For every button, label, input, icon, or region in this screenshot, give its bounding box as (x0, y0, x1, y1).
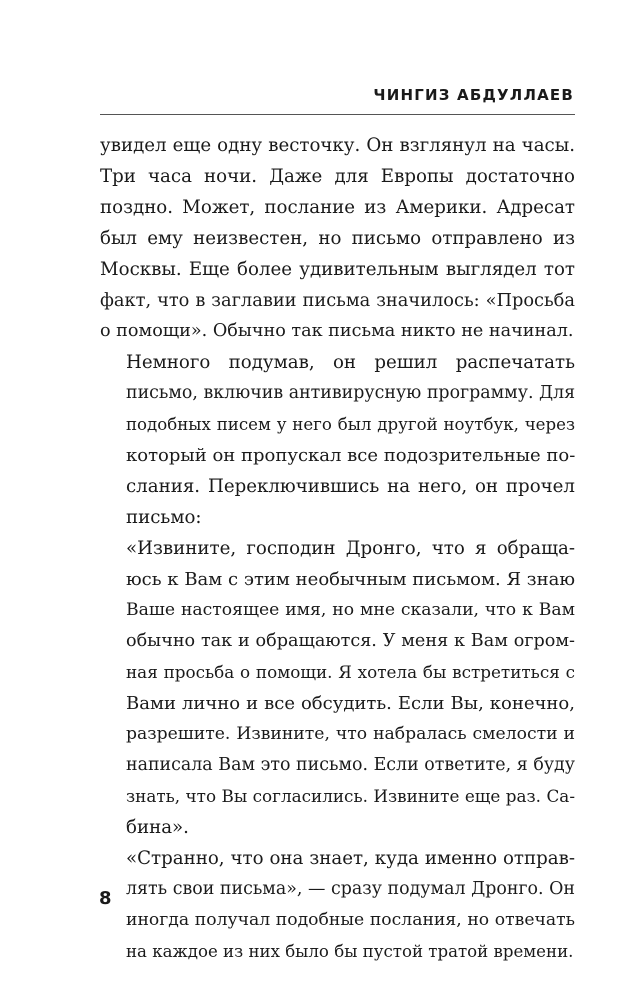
page-number: 8 (99, 888, 112, 909)
text-line: Вами лично и все обсудить. Если Вы, конечно, (126, 693, 575, 714)
text-line: обычно так и обращаются. У меня к Вам огром- (126, 631, 575, 651)
text-line: ная просьба о помощи. Я хотела бы встретиться с (126, 662, 575, 682)
text-line: подобных писем у него был другой ноутбук, через (126, 415, 575, 434)
text-line: знать, что Вы согласились. Извините еще раз. Са- (126, 786, 575, 806)
header-rule (100, 114, 575, 115)
text-line: Немного подумав, он решил распечатать (126, 352, 575, 373)
paragraph (100, 130, 575, 347)
text-line: был ему неизвестен, но письмо отправлено из (100, 228, 575, 249)
text-line: поздно. Может, послание из Америки. Адресат (100, 197, 575, 218)
text-line: Три часа ночи. Даже для Европы достаточно (100, 166, 575, 187)
text-line: на каждое из них было бы пустой тратой времени. (126, 942, 574, 961)
text-line: письмо, включив антивирусную программу. Для (126, 383, 576, 403)
paragraph (100, 533, 575, 843)
text-line: «Извините, господин Дронго, что я обраща- (126, 538, 575, 559)
text-line: бина». (126, 817, 189, 838)
text-line: о помощи». Обычно так письма никто не начинал. (100, 321, 574, 341)
text-line: увидел еще одну весточку. Он взглянул на часы. (100, 135, 575, 156)
text-line: Москвы. Еще более удивительным выглядел тот (100, 259, 575, 280)
paragraph (100, 347, 575, 533)
text-line: «Странно, что она знает, куда именно отправ- (126, 848, 575, 869)
text-line: письмо: (126, 507, 202, 528)
text-line: иногда получал подобные послания, но отвечать (126, 910, 575, 930)
running-head: ЧИНГИЗ АБДУЛЛАЕВ (373, 86, 574, 104)
text-line: который он пропускал все подозрительные по- (126, 445, 576, 466)
paragraph (100, 843, 575, 967)
text-line: слания. Переключившись на него, он прочел (126, 476, 575, 497)
text-line: Ваше настоящее имя, но мне сказали, что к Вам (126, 600, 575, 620)
body-text (100, 130, 575, 967)
text-line: написала Вам это письмо. Если ответите, я буду (126, 755, 575, 775)
text-line: юсь к Вам с этим необычным письмом. Я знаю (126, 569, 575, 590)
text-line: разрешите. Извините, что набралась смелости и (126, 724, 575, 744)
text-line: лять свои письма», — сразу подумал Дронго. Он (126, 879, 575, 899)
text-line: факт, что в заглавии письма значилось: «Просьба (100, 290, 575, 311)
